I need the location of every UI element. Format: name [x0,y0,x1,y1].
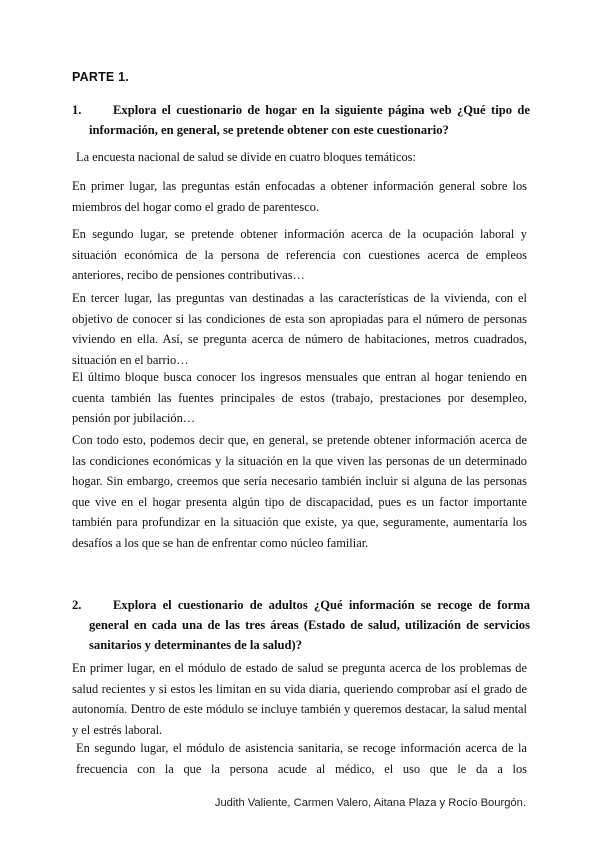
question-2-text: Explora el cuestionario de adultos ¿Qué información se recoge de forma general en cada una de las tres áreas (Estado de salud, utilización de servicios sanitarios y determinantes de la salud)? [89,598,530,652]
answer-1-paragraph: En segundo lugar, se pretende obtener información acerca de la ocupación laboral y situación económica de la persona de referencia con cuestiones acerca de empleos anteriores, recibo de pensiones contributivas… [72,227,527,282]
question-2 [72,595,530,655]
question-1-text: Explora el cuestionario de hogar en la siguiente página web ¿Qué tipo de información, en general, se pretende obtener con este cuestionario? [89,103,530,137]
question-1-number: 1. [72,103,82,117]
answer-2-paragraph: En segundo lugar, el módulo de asistencia sanitaria, se recoge información acerca de la frecuencia con la que la persona acude al médico, el uso que le da a los [76,741,527,776]
answer-2-paragraph: En primer lugar, en el módulo de estado de salud se pregunta acerca de los problemas de salud recientes y si estos les limitan en su vida diaria, queriendo comprobar así el grado de autonomía. Dentro de este módulo se incluye también y queremos destacar, la salud mental y el estrés laboral. [72,661,527,737]
page-footer-authors: Judith Valiente, Carmen Valero, Aitana Plaza y Rocío Bourgón. [214,797,526,809]
answer-1-paragraph: En primer lugar, las preguntas están enfocadas a obtener información general sobre los miembros del hogar como el grado de parentesco. [72,179,527,214]
answer-1-intro: La encuesta nacional de salud se divide en cuatro bloques temáticos: [76,150,416,164]
answer-1-conclusion: Con todo esto, podemos decir que, en general, se pretende obtener información acerca de las condiciones económicas y la situación en la que viven las personas de un determinado hogar. Sin embargo, creemos que sería necesario también incluir si alguna de las personas que vive en el hogar presenta algún tipo de discapacidad, pues es un factor importante también para profundizar en la situación que existe, ya que, seguramente, aumentaría los desafíos a los que se han de enfrentar como núcleo familiar. [72,433,527,550]
question-1 [72,100,530,140]
question-2-number: 2. [72,598,82,612]
part-title: PARTE 1. [72,70,129,84]
answer-1-paragraph: En tercer lugar, las preguntas van destinadas a las características de la vivienda, con el objetivo de conocer si las condiciones de esta son apropiadas para el número de personas viviendo en ella. Así, se pregunta acerca de número de habitaciones, metros cuadrados, situación en el barrio… [72,291,527,367]
answer-1-paragraph: El último bloque busca conocer los ingresos mensuales que entran al hogar teniendo en cuenta también las fuentes principales de estos (trabajo, prestaciones por desempleo, pensión por jubilación… [72,370,527,425]
